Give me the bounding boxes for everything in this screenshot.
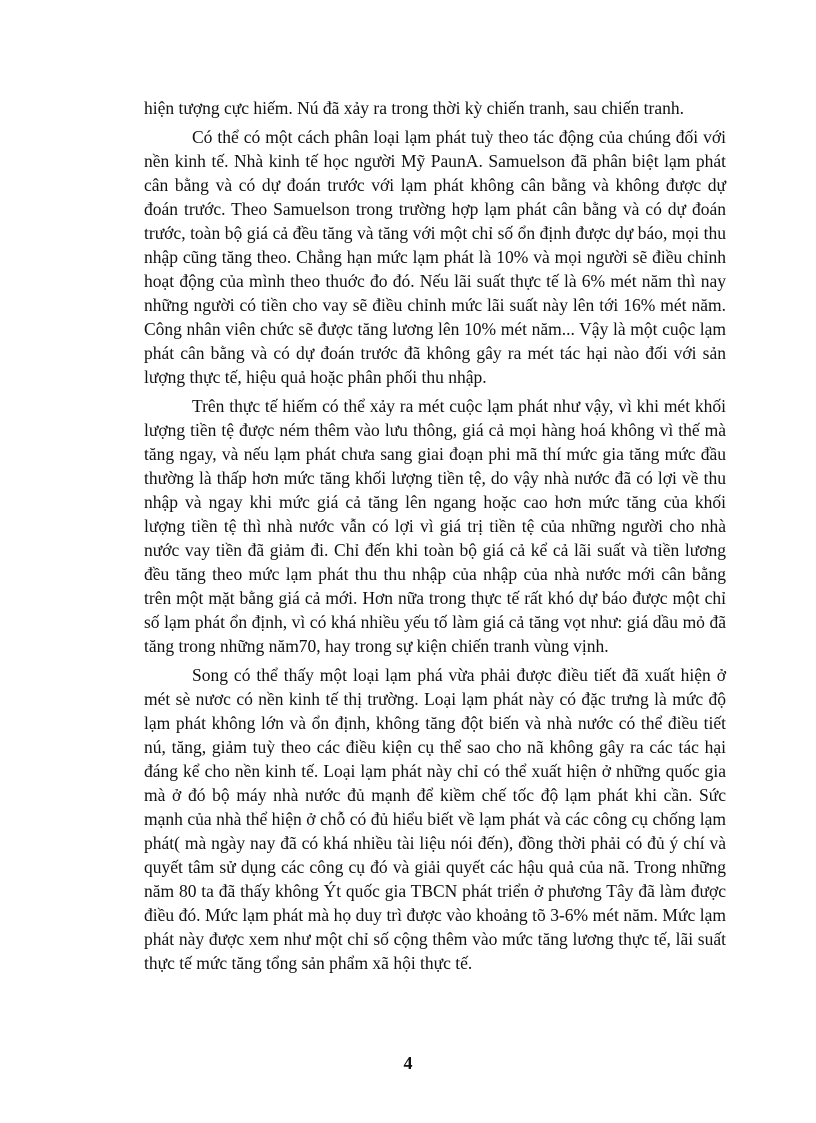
- body-text: [144, 96, 726, 980]
- paragraph-2: Có thể có một cách phân loại lạm phát tuỳ theo tác động của chúng đối với nền kinh tế. Nhà kinh tế học người Mỹ PaunA. Samuelson đã phân biệt lạm phát cân bằng và có dự đoán trước với lạm phát không cân bằng và không được dự đoán trước. Theo Samuelson trong trường hợp lạm phát cân bằng và có dự đoán trước, toàn bộ giá cả đều tăng và tăng với một chỉ số ổn định được dự báo, mọi thu nhập cũng tăng theo. Chẳng hạn mức lạm phát là 10% và mọi người sẽ điều chỉnh hoạt động của mình theo thuớc đo đó. Nếu lãi suất thực tế là 6% mét năm thì nay những người có tiền cho vay sẽ điều chỉnh mức lãi suất này lên tới 16% mét năm. Công nhân viên chức sẽ được tăng lương lên 10% mét năm... Vậy là một cuộc lạm phát cân bằng và có dự đoán trước đã không gây ra mét tác hại nào đối với sản lượng thực tế, hiệu quả hoặc phân phối thu nhập.: [144, 127, 726, 387]
- page-number: 4: [403, 1053, 413, 1073]
- paragraph-3: Trên thực tế hiếm có thể xảy ra mét cuộc lạm phát như vậy, vì khi mét khối lượng tiền tệ được ném thêm vào lưu thông, giá cả mọi hàng hoá không vì thế mà tăng ngay, và nếu lạm phát chưa sang giai đoạn phi mã thí mức gia tăng mức đầu thường là thấp hơn mức tăng khối lượng tiền tệ, do vậy nhà nước đã có lợi về thu nhập và ngay khi mức giá cả tăng lên ngang hoặc cao hơn mức tăng của khối lượng tiền tệ thì nhà nước vẫn có lợi vì giá trị tiền tệ của những người cho nhà nước vay tiền đã giảm đi. Chỉ đến khi toàn bộ giá cả kể cả lãi suất và tiền lương đều tăng theo mức lạm phát thu thu nhập của nhập của nhà nước mới cân bằng trên một mặt bằng giá cả mới. Hơn nữa trong thực tế rất khó dự báo được một chỉ số lạm phát ổn định, vì có khá nhiều yếu tố làm giá cả tăng vọt như: giá dầu mỏ đã tăng trong những năm70, hay trong sự kiện chiến tranh vùng vịnh.: [144, 396, 726, 656]
- paragraph-1: hiện tượng cực hiếm. Nú đã xảy ra trong thời kỳ chiến tranh, sau chiến tranh.: [144, 98, 684, 118]
- paragraph-4: Song có thể thấy một loại lạm phá vừa phải được điều tiết đã xuất hiện ở mét sè nươc có nền kinh tế thị trường. Loại lạm phát này có đặc trưng là mức độ lạm phát không lớn và ổn định, không tăng đột biến và nhà nước có thể điều tiết nú, tăng, giảm tuỳ theo các điều kiện cụ thể sao cho nã không gây ra các tác hại đáng kể cho nền kinh tế. Loại lạm phát này chỉ có thể xuất hiện ở những quốc gia mà ở đó bộ máy nhà nước đủ mạnh để kiềm chế tốc độ lạm phát khi cần. Sức mạnh của nhà thể hiện ở chỗ có đủ hiểu biết về lạm phát và các công cụ chống lạm phát( mà ngày nay đã có khá nhiều tài liệu nói đến), đồng thời phải có đủ ý chí và quyết tâm sử dụng các công cụ đó và giải quyết các hậu quả của nã. Trong những năm 80 ta đã thấy không Ýt quốc gia TBCN phát triển ở phương Tây đã làm được điều đó. Mức lạm phát mà họ duy trì được vào khoảng tõ 3-6% mét năm. Mức lạm phát này được xem như một chỉ số cộng thêm vào mức tăng lương thực tế, lãi suất thực tế mức tăng tổng sản phẩm xã hội thực tế.: [144, 665, 726, 973]
